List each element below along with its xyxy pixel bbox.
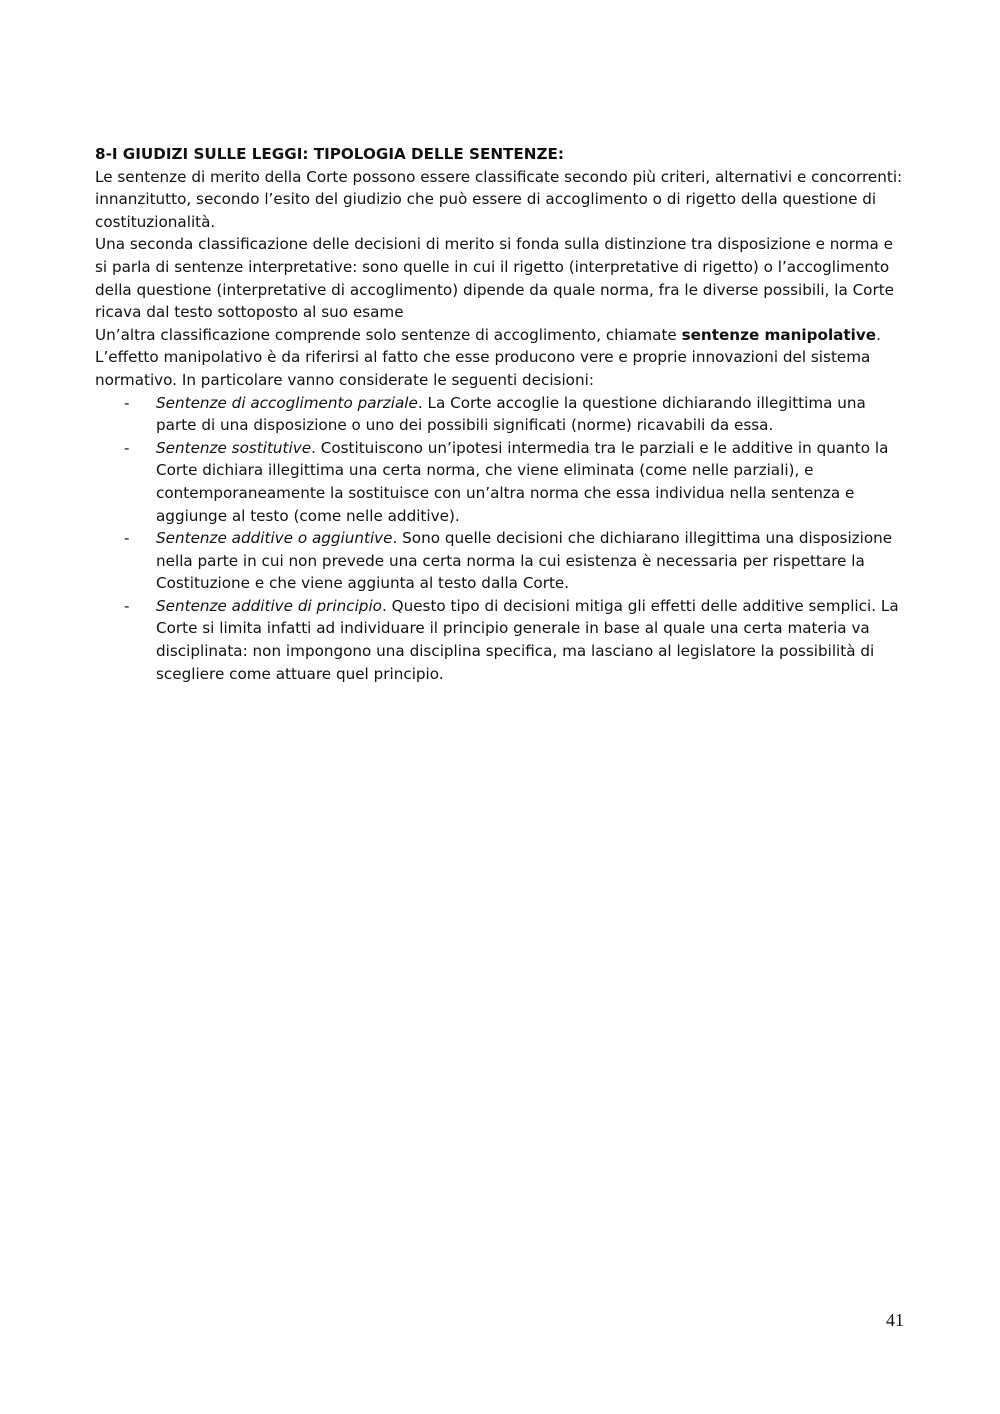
list-item-text: . La Corte accoglie la questione dichiarando illegittima una parte di una disposizione o uno dei possibili significati (norme) ricavabili da essa. [156,393,866,435]
list-item-text: . Sono quelle decisioni che dichiarano illegittima una disposizione nella parte in cui non prevede una certa norma la cui esistenza è necessaria per rispettare la Costituzione e che viene aggiunta al testo dalla Corte. [156,529,893,593]
page-number: 41 [886,1310,904,1330]
list-item-term: Sentenze sostitutive [156,438,312,457]
paragraph-interpretative: Una seconda classificazione delle decisioni di merito si fonda sulla distinzione tra disposizione e norma e si parla di sentenze interpretative: sono quelle in cui il rigetto (interpretative di rigetto) o l’accoglimento della questione (interpretative di accoglimento) dipende da quale norma, fra le diverse possibili, la Corte ricava dal testo sottoposto al suo esame [95,235,895,322]
list-item-term: Sentenze additive di principio [156,596,382,615]
list-item-text: . Questo tipo di decisioni mitiga gli effetti delle additive semplici. La Corte si limita infatti ad individuare il principio generale in base al quale una certa materia va disciplinata: non impongono una disciplina specifica, ma lasciano al legislatore la possibilità di scegliere come attuare quel principio. [156,596,899,683]
document-body [95,143,905,685]
manipulative-term: sentenze manipolative [681,325,877,344]
decision-types-list [95,392,905,686]
list-item-text: . Costituiscono un’ipotesi intermedia tra le parziali e le additive in quanto la Corte dichiara illegittima una certa norma, che viene eliminata (come nelle parziali), e contemporaneamente la sostituisce con un’altra norma che essa individua nella sentenza e aggiunge al testo (come nelle additive). [156,438,889,525]
section-heading: 8-I GIUDIZI SULLE LEGGI: TIPOLOGIA DELLE SENTENZE: [95,145,564,163]
list-item [95,527,905,595]
paragraph-manipulative [95,324,905,347]
list-item [95,437,905,527]
paragraph-manipulative-effect: L’effetto manipolativo è da riferirsi al fatto che esse producono vere e proprie innovazioni del sistema normativo. In particolare vanno considerate le seguenti decisioni: [95,348,871,389]
list-item [95,392,905,437]
bullet-dash: - [124,438,130,457]
list-item-term: Sentenze additive o aggiuntive [156,529,393,548]
list-item-term: Sentenze di accoglimento parziale [156,393,418,412]
list-item [95,595,905,685]
bullet-dash: - [124,596,130,615]
paragraph-classification-outcome: Le sentenze di merito della Corte possono essere classificate secondo più criteri, alternativi e concorrenti: innanzitutto, secondo l’esito del giudizio che può essere di accoglimento o di rigetto della questione di costituzionalità. [95,167,903,231]
paragraph-manipulative-text: Un’altra classificazione comprende solo sentenze di accoglimento, chiamate [95,325,682,344]
bullet-dash: - [124,529,130,548]
paragraph-manipulative-end: . [876,325,881,344]
bullet-dash: - [124,393,130,412]
